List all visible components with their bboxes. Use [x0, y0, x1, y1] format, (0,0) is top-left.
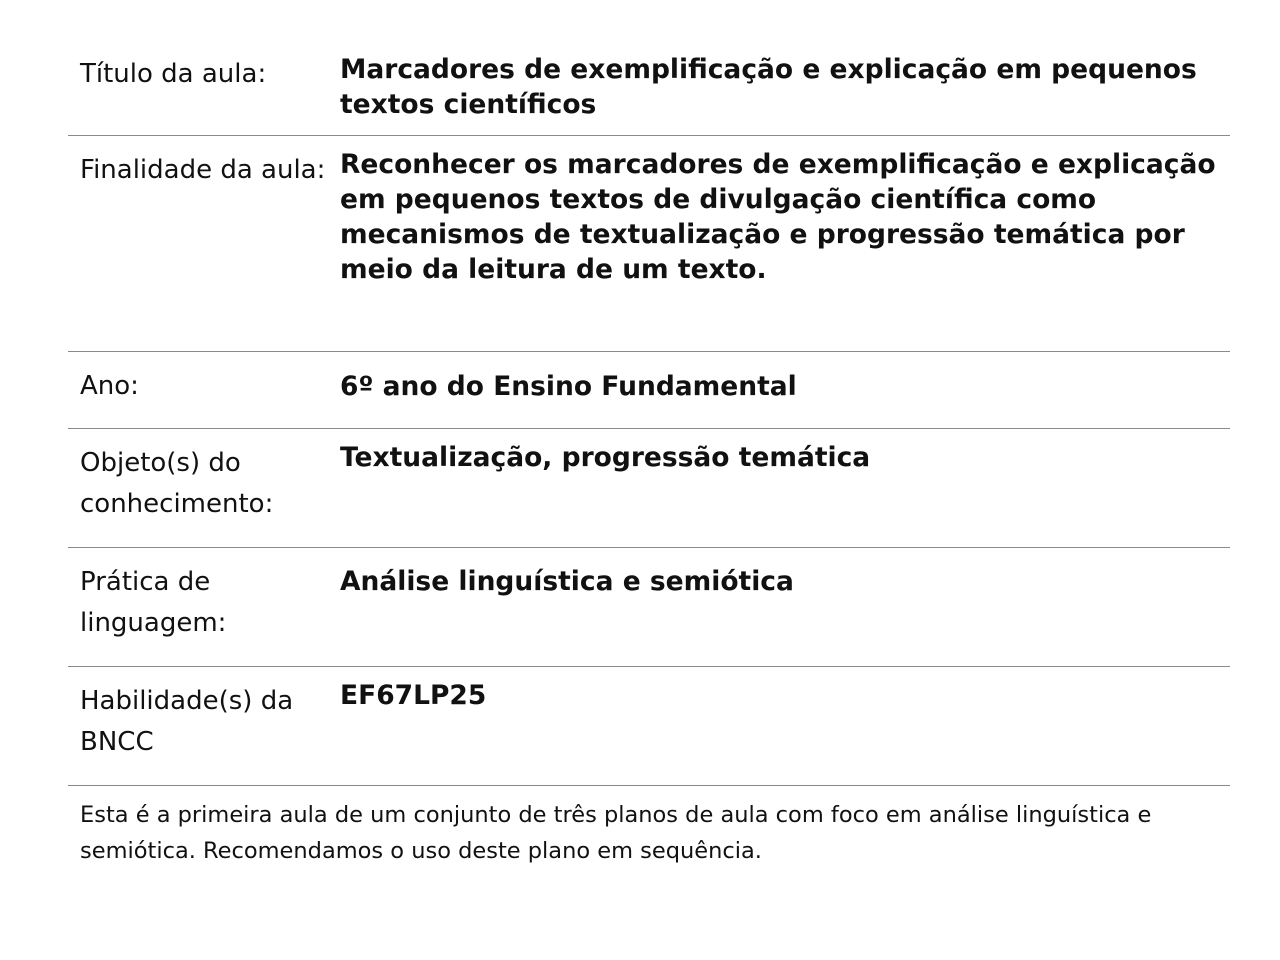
bncc-skills-label: Habilidade(s) da BNCC: [80, 686, 294, 757]
school-year-value: 6º ano do Ensino Fundamental: [340, 371, 797, 402]
knowledge-object-label: Objeto(s) do conhecimento:: [80, 448, 274, 519]
row-bncc-skills: [68, 667, 1230, 786]
lesson-purpose-value: Reconhecer os marcadores de exemplificação e explicação em pequenos textos de divulgação científica como mecanismos de textualização e progressão temática por meio da leitura de um texto.: [340, 149, 1216, 285]
lesson-purpose-label: Finalidade da aula:: [80, 155, 326, 185]
knowledge-object-value: Textualização, progressão temática: [340, 442, 871, 473]
bncc-skills-value: EF67LP25: [340, 680, 487, 711]
lesson-title-label: Título da aula:: [80, 59, 267, 89]
language-practice-value: Análise linguística e semiótica: [340, 566, 794, 597]
row-language-practice: [68, 548, 1230, 667]
row-school-year: [68, 352, 1230, 429]
lesson-title-value: Marcadores de exemplificação e explicação em pequenos textos científicos: [340, 54, 1197, 120]
row-lesson-title: [68, 0, 1230, 136]
sequence-note: Esta é a primeira aula de um conjunto de três planos de aula com foco em análise linguística e semiótica. Recomendamos o uso deste plano em sequência.: [80, 802, 1152, 864]
row-lesson-purpose: [68, 136, 1230, 352]
lesson-plan-table: [68, 0, 1230, 869]
language-practice-label: Prática de linguagem:: [80, 567, 227, 638]
school-year-label: Ano:: [80, 371, 139, 401]
row-knowledge-object: [68, 429, 1230, 548]
